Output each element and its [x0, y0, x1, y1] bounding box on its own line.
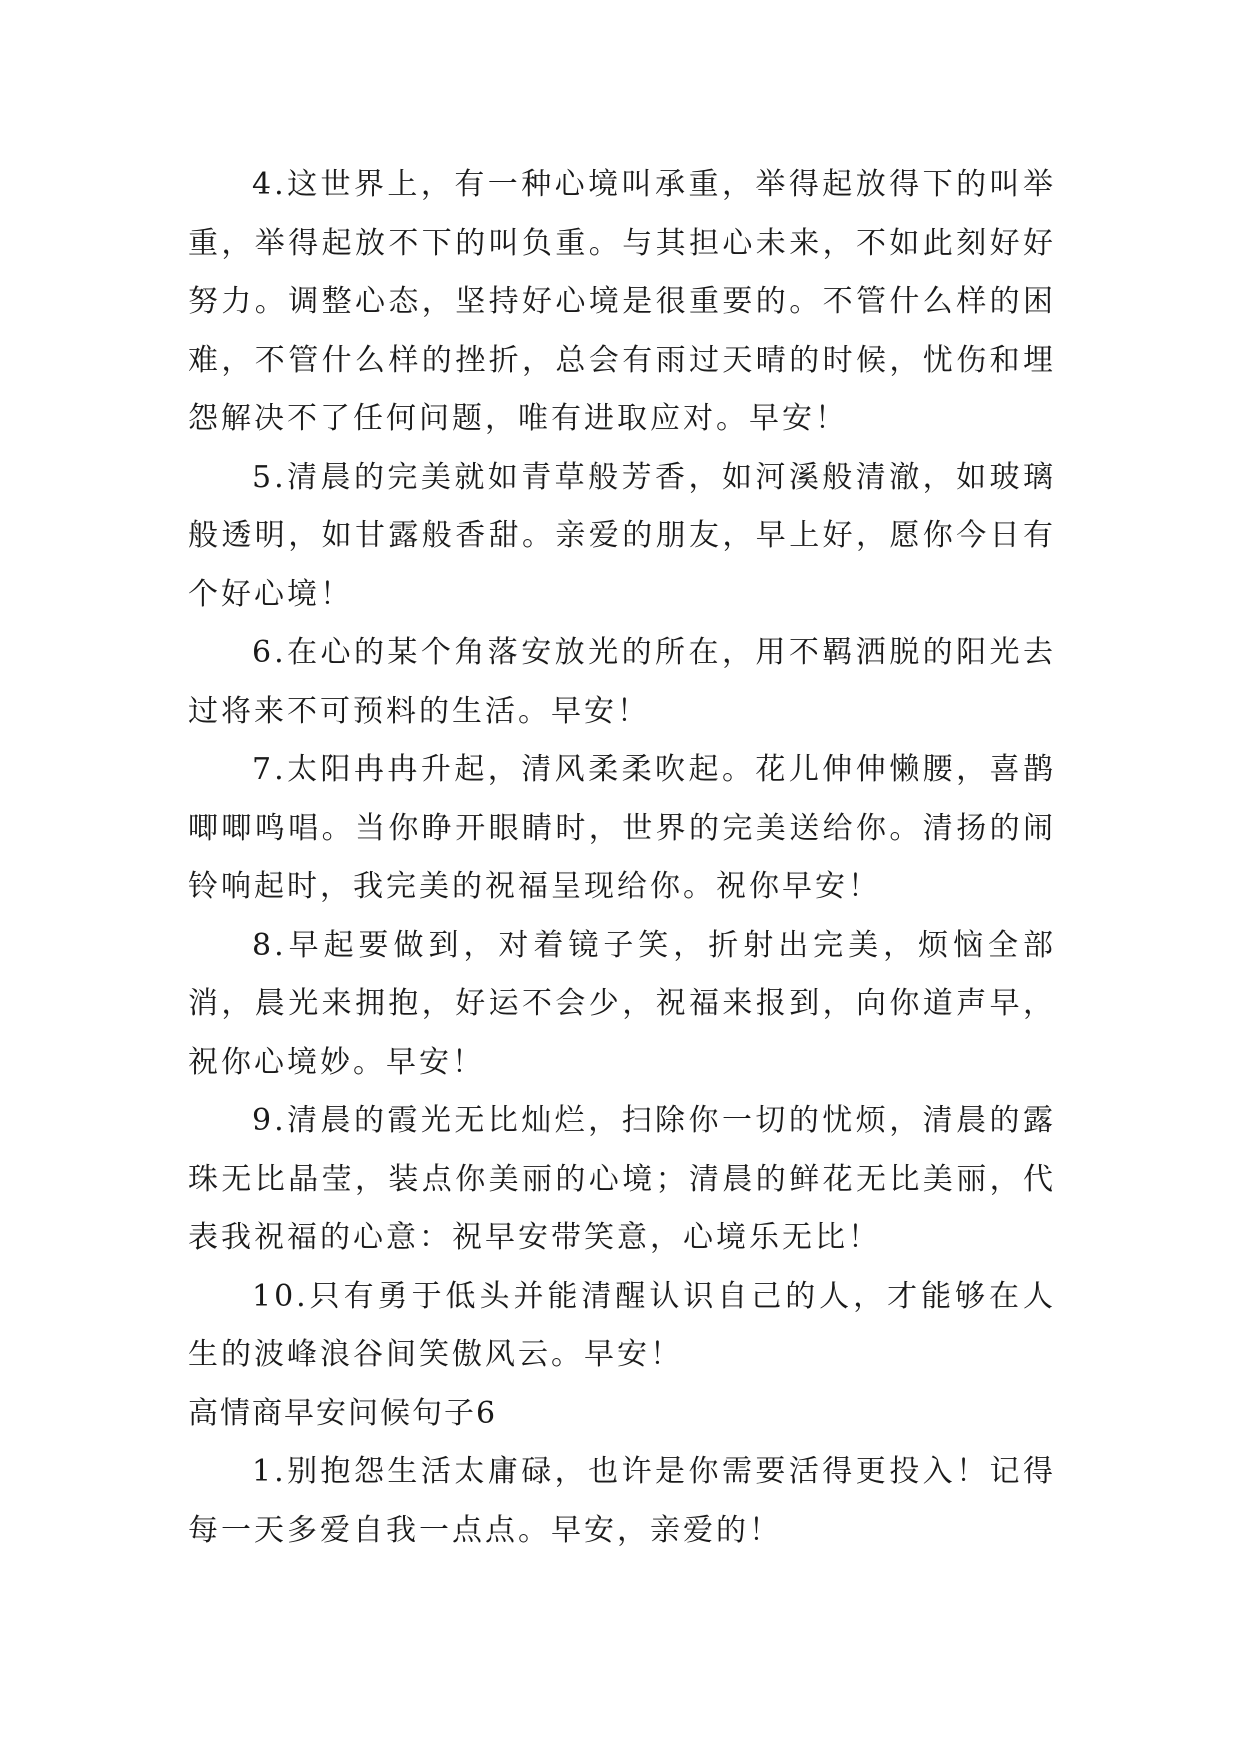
- section-paragraph-1: 1.别抱怨生活太庸碌，也许是你需要活得更投入！记得每一天多爱自我一点点。早安，亲爱的！: [188, 1454, 1056, 1548]
- paragraph-9: 9.清晨的霞光无比灿烂，扫除你一切的忧烦，清晨的露珠无比晶莹，装点你美丽的心境；清晨的鲜花无比美丽，代表我祝福的心意：祝早安带笑意，心境乐无比！: [188, 1103, 1056, 1255]
- paragraph-7: 7.太阳冉冉升起，清风柔柔吹起。花儿伸伸懒腰，喜鹊唧唧鸣唱。当你睁开眼睛时，世界的完美送给你。清扬的闹铃响起时，我完美的祝福呈现给你。祝你早安！: [188, 752, 1056, 904]
- paragraph-6: 6.在心的某个角落安放光的所在，用不羁洒脱的阳光去过将来不可预料的生活。早安！: [188, 635, 1056, 729]
- section-heading: 高情商早安问候句子6: [188, 1395, 498, 1431]
- paragraph-4: 4.这世界上，有一种心境叫承重，举得起放得下的叫举重，举得起放不下的叫负重。与其担心未来，不如此刻好好努力。调整心态，坚持好心境是很重要的。不管什么样的困难，不管什么样的挫折，总会有雨过天晴的时候，忧伤和埋怨解决不了任何问题，唯有进取应对。早安！: [188, 167, 1056, 436]
- document-page: [188, 156, 1056, 1560]
- paragraph-10: 10.只有勇于低头并能清醒认识自己的人，才能够在人生的波峰浪谷间笑傲风云。早安！: [188, 1278, 1056, 1372]
- paragraph-8: 8.早起要做到，对着镜子笑，折射出完美，烦恼全部消，晨光来拥抱，好运不会少，祝福来报到，向你道声早，祝你心境妙。早安！: [188, 927, 1056, 1080]
- paragraph-5: 5.清晨的完美就如青草般芳香，如河溪般清澈，如玻璃般透明，如甘露般香甜。亲爱的朋友，早上好，愿你今日有个好心境！: [188, 459, 1056, 612]
